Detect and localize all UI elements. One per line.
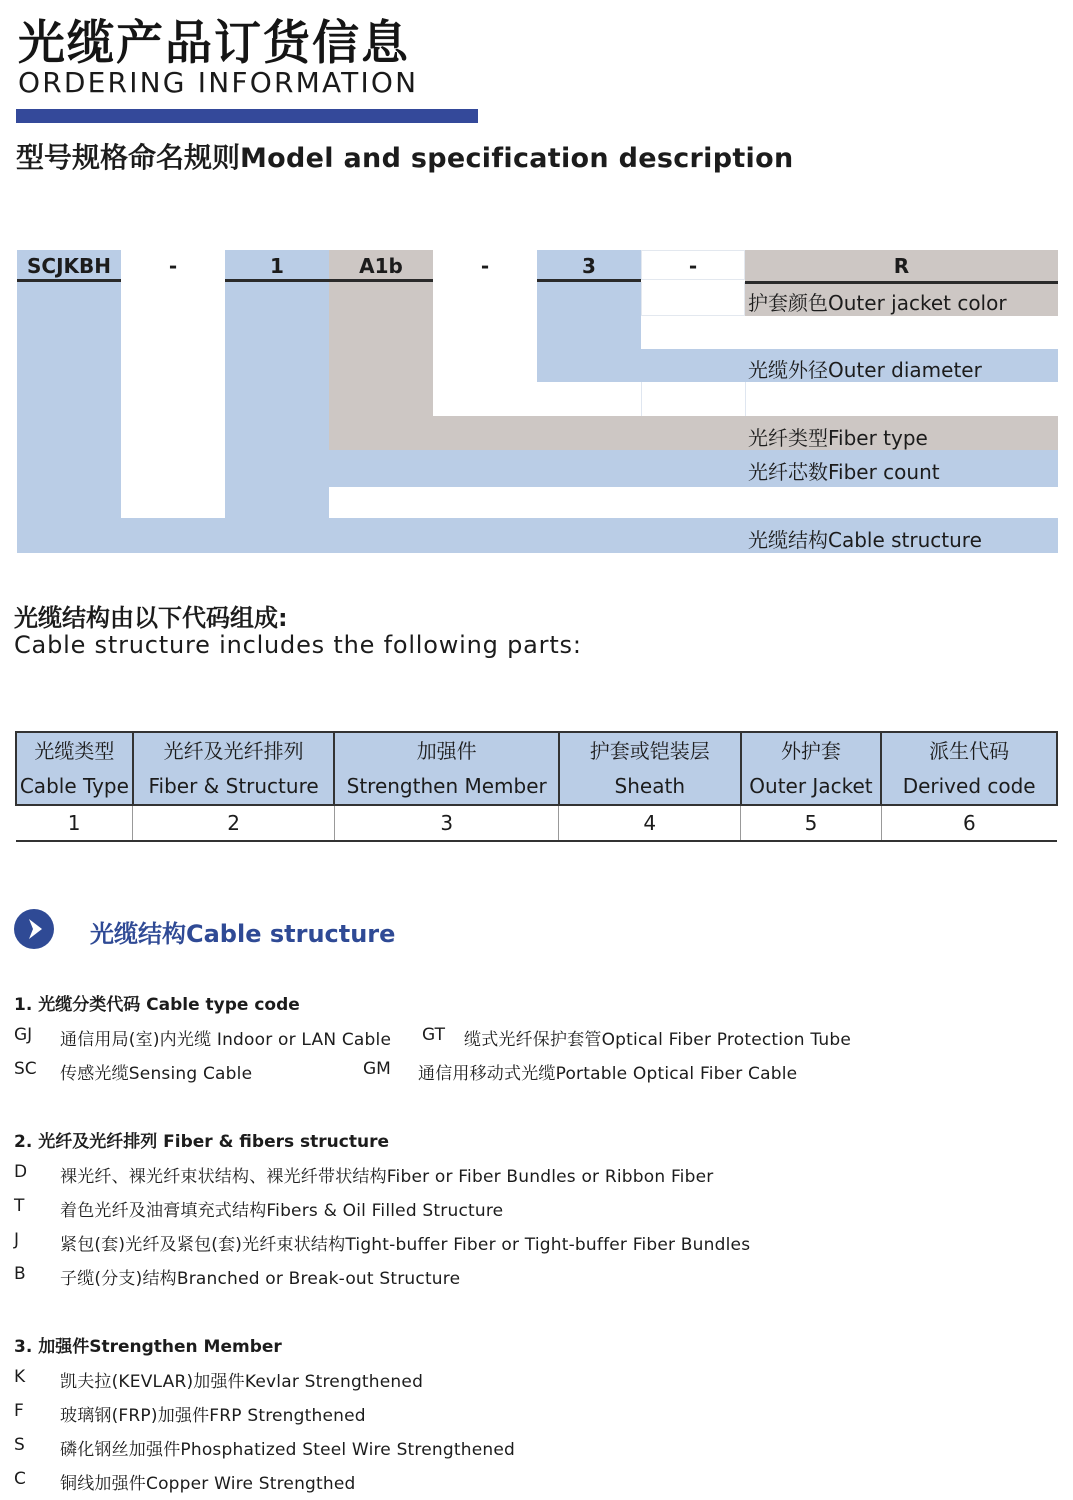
column-header-en: Outer Jacket bbox=[749, 773, 873, 798]
code-key: D bbox=[14, 1162, 28, 1182]
column-number: 5 bbox=[741, 805, 882, 841]
column-header bbox=[741, 732, 882, 805]
column-number: 2 bbox=[133, 805, 335, 841]
group-title-strengthen-member: 3. 加强件Strengthen Member bbox=[14, 1337, 282, 1357]
code-desc: 缆式光纤保护套管Optical Fiber Protection Tube bbox=[464, 1030, 851, 1050]
code-key: J bbox=[14, 1230, 20, 1250]
title-underline-bar bbox=[16, 109, 478, 123]
code-key: C bbox=[14, 1469, 26, 1489]
column-header-cn: 护套或铠装层 bbox=[589, 738, 710, 763]
structure-heading-cn: 光缆结构由以下代码组成: bbox=[14, 604, 288, 632]
band-fiber-type bbox=[433, 416, 1058, 450]
code-key: K bbox=[14, 1367, 26, 1387]
column-header bbox=[559, 732, 741, 805]
page-title-en: ORDERING INFORMATION bbox=[18, 66, 419, 99]
group-title-fiber-structure: 2. 光纤及光纤排列 Fiber & fibers structure bbox=[14, 1132, 389, 1152]
label-cable-structure: 光缆结构Cable structure bbox=[748, 528, 982, 552]
label-outer-diameter: 光缆外径Outer diameter bbox=[748, 358, 982, 382]
group-title-cable-type: 1. 光缆分类代码 Cable type code bbox=[14, 995, 300, 1015]
column-header-en: Derived code bbox=[902, 773, 1036, 798]
code-desc: 铜线加强件Copper Wire Strengthed bbox=[60, 1474, 356, 1494]
parts-table-header-row bbox=[16, 732, 1057, 805]
column-header-cn: 光缆类型 bbox=[34, 738, 115, 763]
code-key: S bbox=[14, 1435, 25, 1455]
code-key: GM bbox=[363, 1059, 391, 1079]
spec-heading-cn: 型号规格命名规则 bbox=[16, 141, 241, 174]
column-number: 3 bbox=[334, 805, 559, 841]
code-desc: 通信用局(室)内光缆 Indoor or LAN Cable bbox=[60, 1030, 392, 1050]
column-header-cn: 光纤及光纤排列 bbox=[163, 738, 304, 763]
column-header-en: Fiber & Structure bbox=[148, 773, 319, 798]
code-desc: 凯夫拉(KEVLAR)加强件Kevlar Strengthened bbox=[60, 1372, 424, 1392]
column-header bbox=[133, 732, 335, 805]
column-header-en: Sheath bbox=[614, 773, 685, 798]
code-desc: 紧包(套)光纤及紧包(套)光纤束状结构Tight-buffer Fiber or Tight-buffer Fiber Bundles bbox=[60, 1235, 751, 1255]
code-dash-1: - bbox=[168, 254, 178, 278]
code-desc: 传感光缆Sensing Cable bbox=[60, 1064, 253, 1084]
column-header-cn: 外护套 bbox=[780, 738, 841, 763]
code-key: SC bbox=[14, 1059, 37, 1079]
column-header bbox=[16, 732, 133, 805]
structure-heading-en: Cable structure includes the following parts: bbox=[14, 631, 582, 659]
page-title-cn: 光缆产品订货信息 bbox=[18, 16, 410, 71]
label-fiber-count: 光纤芯数Fiber count bbox=[748, 460, 940, 484]
code-desc: 磷化钢丝加强件Phosphatized Steel Wire Strengthened bbox=[60, 1440, 515, 1460]
section-title: 光缆结构Cable structure bbox=[90, 920, 396, 948]
column-header-cn: 加强件 bbox=[416, 738, 477, 763]
code-desc: 玻璃钢(FRP)加强件FRP Strengthened bbox=[60, 1406, 366, 1426]
code-key: B bbox=[14, 1264, 26, 1284]
code-key: T bbox=[14, 1196, 25, 1216]
column-header-cn: 派生代码 bbox=[929, 738, 1010, 763]
code-dash-2: - bbox=[480, 254, 490, 278]
code-desc: 子缆(分支)结构Branched or Break-out Structure bbox=[60, 1269, 461, 1289]
label-fiber-type: 光纤类型Fiber type bbox=[748, 426, 928, 450]
label-outer-jacket-color: 护套颜色Outer jacket color bbox=[748, 291, 1007, 315]
column-header bbox=[881, 732, 1057, 805]
code-desc: 着色光纤及油膏填充式结构Fibers & Oil Filled Structure bbox=[60, 1201, 504, 1221]
code-desc: 通信用移动式光缆Portable Optical Fiber Cable bbox=[418, 1064, 798, 1084]
column-header-en: Cable Type bbox=[19, 773, 129, 798]
column-header bbox=[334, 732, 559, 805]
code-desc: 裸光纤、裸光纤束状结构、裸光纤带状结构Fiber or Fiber Bundles or Ribbon Fiber bbox=[60, 1167, 714, 1187]
code-fiber-count: 1 bbox=[270, 254, 284, 278]
code-cable-structure: SCJKBH bbox=[26, 254, 111, 278]
code-outer-diameter: 3 bbox=[582, 254, 596, 278]
band-fiber-count bbox=[329, 450, 1058, 487]
column-number: 1 bbox=[16, 805, 133, 841]
band-segment-3 bbox=[225, 250, 329, 518]
band-segment-1 bbox=[17, 250, 121, 553]
parts-table-number-row bbox=[16, 805, 1057, 841]
spec-heading-en: Model and specification description bbox=[240, 143, 794, 174]
parts-table bbox=[15, 731, 1058, 842]
column-number: 4 bbox=[559, 805, 741, 841]
spec-heading bbox=[16, 136, 793, 176]
code-fiber-type: A1b bbox=[359, 254, 403, 278]
column-number: 6 bbox=[881, 805, 1057, 841]
code-dash-3: - bbox=[688, 254, 698, 278]
code-key: F bbox=[14, 1401, 24, 1421]
column-header-en: Strengthen Member bbox=[346, 773, 547, 798]
code-outer-jacket-color: R bbox=[893, 254, 910, 278]
code-key: GJ bbox=[14, 1025, 33, 1045]
arrow-right-circle-icon bbox=[14, 909, 54, 949]
code-key: GT bbox=[422, 1025, 445, 1045]
